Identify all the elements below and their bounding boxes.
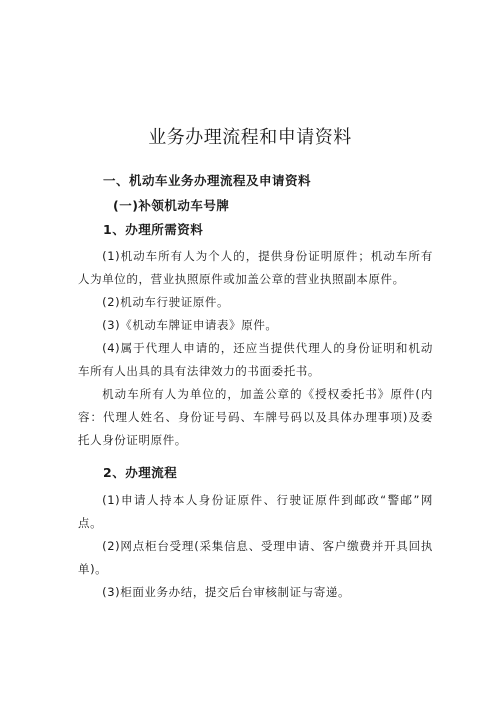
process-step-1: (1)申请人持本人身份证原件、行驶证原件到邮政“警邮”网点。: [78, 493, 433, 530]
materials-heading: 1、办理所需资料: [103, 222, 204, 237]
document-title: 业务办理流程和申请资料: [148, 127, 352, 148]
materials-item-2: (2)机动车行驶证原件。: [102, 295, 230, 309]
materials-item-4: (4)属于代理人申请的，还应当提供代理人的身份证明和机动车所有人出具的具有法律效力的书面委托书。: [78, 341, 433, 378]
subsection-heading-replace-plate: (一)补领机动车号牌: [113, 198, 230, 213]
process-heading: 2、办理流程: [103, 465, 178, 480]
materials-item-1: (1)机动车所有人为个人的，提供身份证明原件；机动车所有人为单位的，营业执照原件或加盖公章的营业执照副本原件。: [78, 249, 433, 286]
materials-item-3: (3)《机动车牌证申请表》原件。: [102, 318, 278, 332]
process-step-3: (3)柜面业务办结，提交后台审核制证与寄递。: [102, 585, 351, 599]
section-heading-vehicle-business: 一、机动车业务办理流程及申请资料: [103, 173, 312, 188]
process-step-2: (2)网点柜台受理(采集信息、受理申请、客户缴费并开具回执单)。: [78, 539, 433, 576]
materials-unit-note: 机动车所有人为单位的，加盖公章的《授权委托书》原件(内容：代理人姓名、身份证号码、车牌号码以及具体办理事项)及委托人身份证明原件。: [78, 387, 433, 447]
